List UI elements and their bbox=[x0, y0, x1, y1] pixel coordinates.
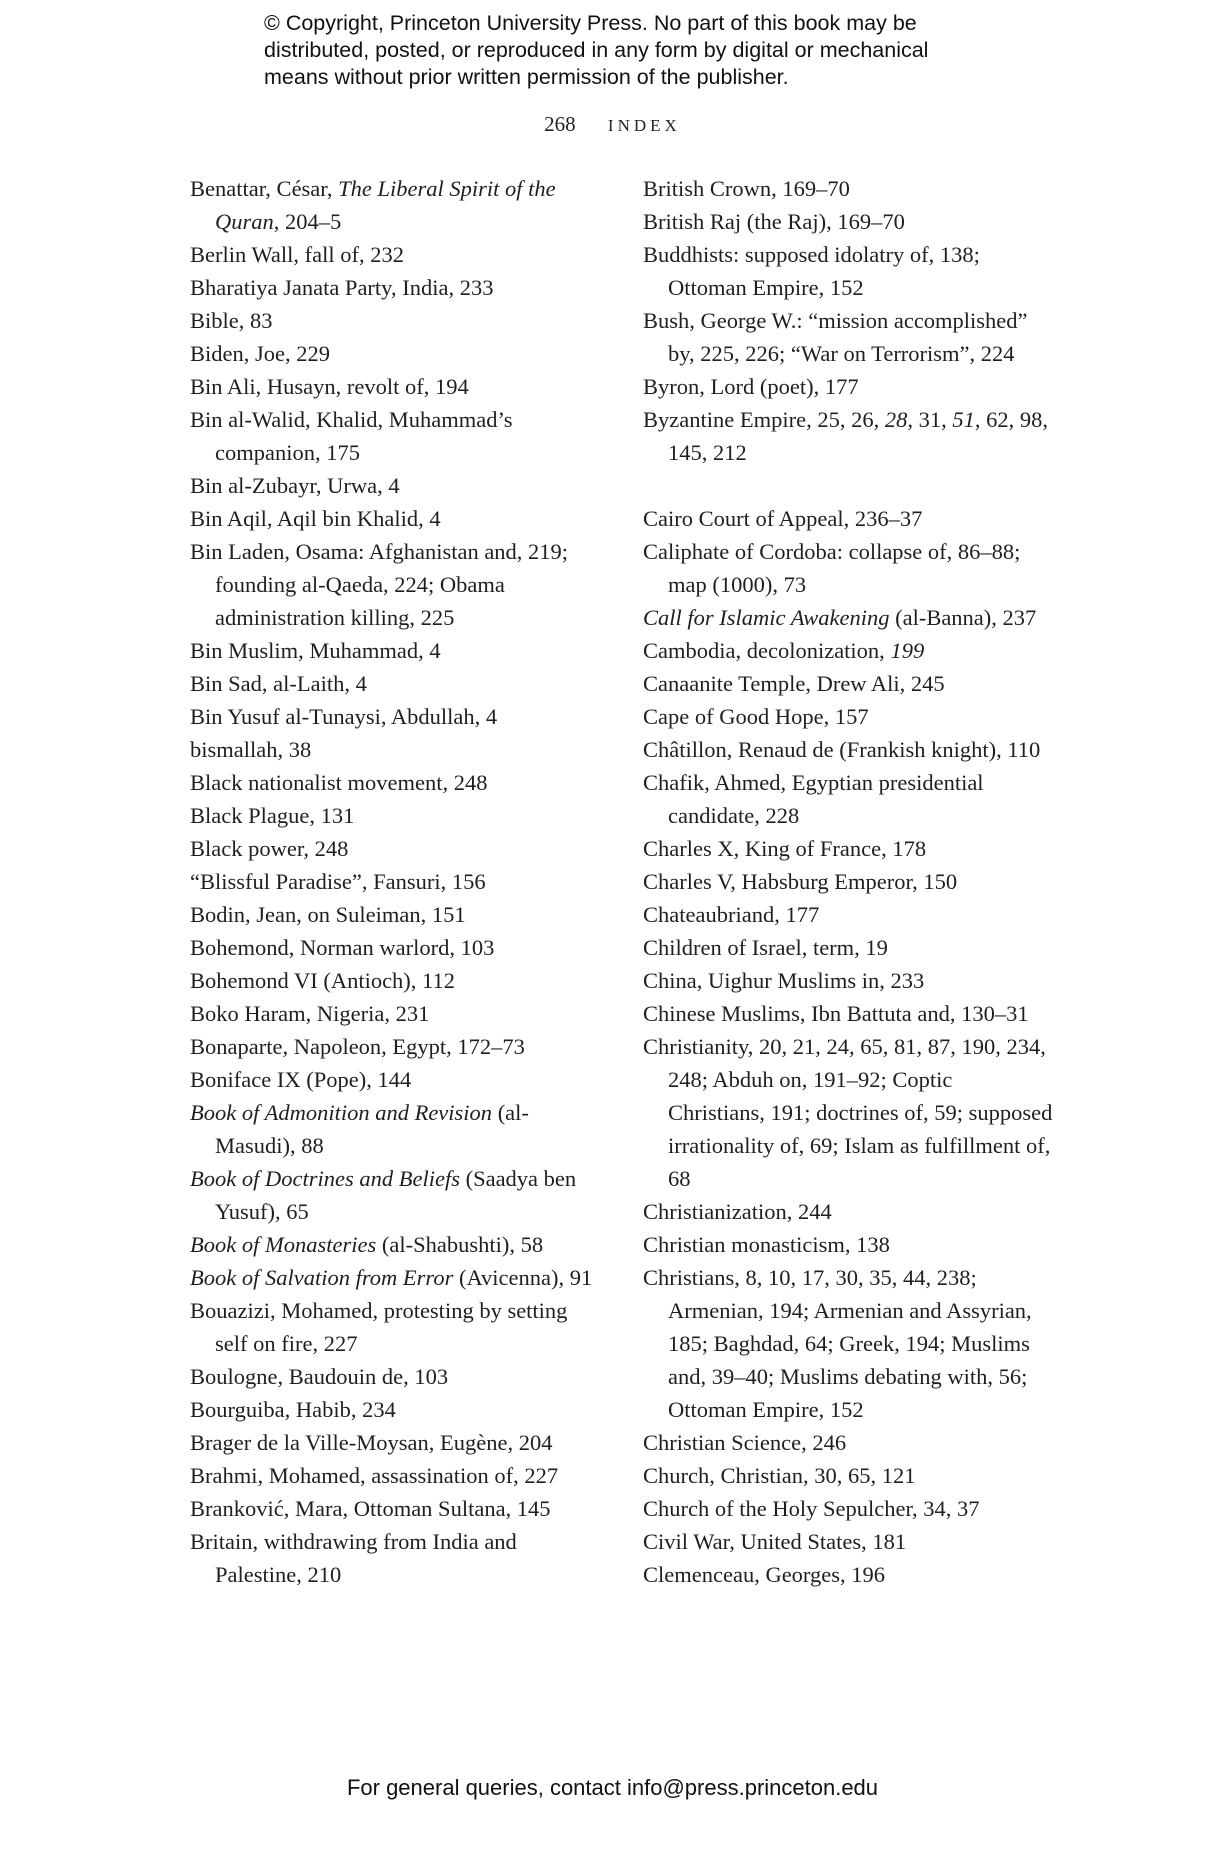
index-entry-text: Bonaparte, Napoleon, Egypt, 172–73 bbox=[190, 1034, 525, 1059]
index-entry-text: Boniface IX (Pope), 144 bbox=[190, 1067, 412, 1092]
index-entry-text: Black nationalist movement, 248 bbox=[190, 770, 488, 795]
index-entry-text: (al-Masudi), 88 bbox=[215, 1100, 529, 1158]
index-entry-text: Berlin Wall, fall of, 232 bbox=[190, 242, 404, 267]
index-entry-text: Bin Muslim, Muhammad, 4 bbox=[190, 638, 441, 663]
index-entry bbox=[190, 1261, 600, 1294]
index-entry bbox=[190, 931, 600, 964]
index-entry bbox=[190, 535, 600, 634]
index-entry bbox=[643, 964, 1053, 997]
index-entry-text: Black Plague, 131 bbox=[190, 803, 355, 828]
index-entry bbox=[643, 898, 1053, 931]
index-entry bbox=[190, 799, 600, 832]
index-entry bbox=[643, 238, 1053, 304]
index-entry bbox=[643, 865, 1053, 898]
index-entry bbox=[643, 1195, 1053, 1228]
index-entry bbox=[643, 1030, 1053, 1195]
index-entry-text: Civil War, United States, 181 bbox=[643, 1529, 907, 1554]
index-entry-text: Benattar, César, bbox=[190, 176, 339, 201]
index-entry-text: Bodin, Jean, on Suleiman, 151 bbox=[190, 902, 466, 927]
index-entry bbox=[643, 205, 1053, 238]
index-entry-text: Black power, 248 bbox=[190, 836, 349, 861]
index-entry-text: Clemenceau, Georges, 196 bbox=[643, 1562, 886, 1587]
index-entry-text: Bin al-Walid, Khalid, Muhammad’s companion, 175 bbox=[190, 407, 513, 465]
copyright-line: distributed, posted, or reproduced in any form by digital or mechanical bbox=[264, 38, 929, 62]
index-entry bbox=[190, 1030, 600, 1063]
index-entry bbox=[190, 865, 600, 898]
index-entry-text: Bohemond VI (Antioch), 112 bbox=[190, 968, 455, 993]
index-entry-text: British Crown, 169–70 bbox=[643, 176, 850, 201]
index-entry-text: Bourguiba, Habib, 234 bbox=[190, 1397, 396, 1422]
index-entry bbox=[190, 1228, 600, 1261]
index-entry-text: , 31, bbox=[907, 407, 953, 432]
index-entry bbox=[190, 997, 600, 1030]
index-entry bbox=[643, 667, 1053, 700]
index-entry-text: Bin Laden, Osama: Afghanistan and, 219; founding al-Qaeda, 224; Obama administration killing, 225 bbox=[190, 539, 569, 630]
index-entry bbox=[190, 898, 600, 931]
index-entry bbox=[643, 601, 1053, 634]
index-entry-text: (al-Shabushti), 58 bbox=[376, 1232, 544, 1257]
index-entry-text: Caliphate of Cordoba: collapse of, 86–88; map (1000), 73 bbox=[643, 539, 1021, 597]
index-entry bbox=[190, 304, 600, 337]
index-entry bbox=[643, 733, 1053, 766]
index-entry-title: 51 bbox=[952, 407, 975, 432]
index-entry bbox=[190, 1525, 600, 1591]
index-entry bbox=[643, 634, 1053, 667]
index-entry-text: Bin Aqil, Aqil bin Khalid, 4 bbox=[190, 506, 441, 531]
index-entry bbox=[190, 1063, 600, 1096]
index-entry-text: Boko Haram, Nigeria, 231 bbox=[190, 1001, 430, 1026]
index-entry bbox=[643, 535, 1053, 601]
index-entry-text: Christian monasticism, 138 bbox=[643, 1232, 890, 1257]
index-entry-text: Christianization, 244 bbox=[643, 1199, 832, 1224]
index-entry bbox=[190, 1393, 600, 1426]
index-entry bbox=[643, 931, 1053, 964]
index-entry bbox=[190, 1096, 600, 1162]
index-entry bbox=[190, 1294, 600, 1360]
index-entry-title: Book of Monasteries bbox=[190, 1232, 377, 1257]
index-entry-text: Boulogne, Baudouin de, 103 bbox=[190, 1364, 449, 1389]
index-entry-text: Canaanite Temple, Drew Ali, 245 bbox=[643, 671, 945, 696]
index-entry bbox=[643, 766, 1053, 832]
index-entry-text: Châtillon, Renaud de (Frankish knight), 110 bbox=[643, 737, 1041, 762]
index-entry-text: Cambodia, decolonization, bbox=[643, 638, 891, 663]
index-entry-text: Cape of Good Hope, 157 bbox=[643, 704, 869, 729]
index-entry bbox=[643, 502, 1053, 535]
index-entry-text: China, Uighur Muslims in, 233 bbox=[643, 968, 925, 993]
index-entry bbox=[643, 700, 1053, 733]
index-entry bbox=[190, 634, 600, 667]
index-entry-title: The Liberal Spirit of the Quran bbox=[215, 176, 556, 234]
index-entry-text: bismallah, 38 bbox=[190, 737, 312, 762]
index-entry bbox=[190, 733, 600, 766]
index-entry bbox=[643, 172, 1053, 205]
index-entry bbox=[643, 1228, 1053, 1261]
index-entry-text: Chinese Muslims, Ibn Battuta and, 130–31 bbox=[643, 1001, 1029, 1026]
index-entry-text: (al-Banna), 237 bbox=[889, 605, 1037, 630]
index-entry bbox=[190, 667, 600, 700]
index-entry bbox=[643, 1492, 1053, 1525]
index-entry-text: Byzantine Empire, 25, 26, bbox=[643, 407, 885, 432]
index-entry-title: 199 bbox=[890, 638, 925, 663]
index-entry bbox=[643, 1525, 1053, 1558]
index-entry-text: Bin Yusuf al-Tunaysi, Abdullah, 4 bbox=[190, 704, 498, 729]
index-entry-text: Bin Sad, al-Laith, 4 bbox=[190, 671, 367, 696]
index-entry-text: Buddhists: supposed idolatry of, 138; Ottoman Empire, 152 bbox=[643, 242, 980, 300]
index-entry-text: Biden, Joe, 229 bbox=[190, 341, 330, 366]
index-entry bbox=[190, 832, 600, 865]
index-entry-text: Charles V, Habsburg Emperor, 150 bbox=[643, 869, 958, 894]
index-entry-text: Bin al-Zubayr, Urwa, 4 bbox=[190, 473, 400, 498]
index-entry bbox=[643, 1558, 1053, 1591]
copyright-line: © Copyright, Princeton University Press. No part of this book may be bbox=[264, 11, 917, 35]
copyright-notice bbox=[264, 10, 1024, 91]
index-entry bbox=[190, 403, 600, 469]
index-entry-text: Bible, 83 bbox=[190, 308, 273, 333]
index-entry-text: (Saadya ben Yusuf), 65 bbox=[215, 1166, 577, 1224]
index-entry-text: Bharatiya Janata Party, India, 233 bbox=[190, 275, 494, 300]
index-entry-text: Branković, Mara, Ottoman Sultana, 145 bbox=[190, 1496, 551, 1521]
index-entry bbox=[190, 1492, 600, 1525]
index-entry-text: Brager de la Ville-Moysan, Eugène, 204 bbox=[190, 1430, 553, 1455]
index-entry bbox=[190, 238, 600, 271]
index-entry-text: Bouazizi, Mohamed, protesting by setting self on fire, 227 bbox=[190, 1298, 568, 1356]
index-entry bbox=[190, 469, 600, 502]
page-title: INDEX bbox=[607, 116, 681, 135]
index-entry bbox=[643, 832, 1053, 865]
index-entry-text: Cairo Court of Appeal, 236–37 bbox=[643, 506, 923, 531]
index-entry bbox=[190, 271, 600, 304]
index-entry-text: Christians, 8, 10, 17, 30, 35, 44, 238; Armenian, 194; Armenian and Assyrian, 185; Baghdad, 64; Greek, 194; Muslims and, 39–40; Muslims debating with, 56; Ottoman Empire, 152 bbox=[643, 1265, 1032, 1422]
index-entry-text: , 62, 98, 145, 212 bbox=[668, 407, 1048, 465]
index-column-left bbox=[190, 172, 600, 1591]
index-entry-text: Church of the Holy Sepulcher, 34, 37 bbox=[643, 1496, 980, 1521]
index-entry bbox=[190, 1360, 600, 1393]
footer-contact: For general queries, contact info@press.princeton.edu bbox=[346, 1775, 879, 1800]
index-entry bbox=[190, 1162, 600, 1228]
index-entry-text: Church, Christian, 30, 65, 121 bbox=[643, 1463, 916, 1488]
running-head bbox=[0, 112, 1225, 137]
index-entry-title: Call for Islamic Awakening bbox=[643, 605, 890, 630]
index-entry bbox=[643, 1261, 1053, 1426]
copyright-line: means without prior written permission of the publisher. bbox=[264, 65, 789, 89]
index-entry bbox=[190, 1426, 600, 1459]
index-entry bbox=[643, 1459, 1053, 1492]
index-entry bbox=[190, 172, 600, 238]
index-entry-text: Christian Science, 246 bbox=[643, 1430, 847, 1455]
index-entry-text: Chafik, Ahmed, Egyptian presidential candidate, 228 bbox=[643, 770, 984, 828]
index-entry-text: “Blissful Paradise”, Fansuri, 156 bbox=[190, 869, 486, 894]
index-entry bbox=[643, 304, 1053, 370]
index-entry-text: Britain, withdrawing from India and Palestine, 210 bbox=[190, 1529, 517, 1587]
index-entry-text: Chateaubriand, 177 bbox=[643, 902, 820, 927]
index-entry-text: Christianity, 20, 21, 24, 65, 81, 87, 190, 234, 248; Abduh on, 191–92; Coptic Christians, 191; doctrines of, 59; supposed irrationality of, 69; Islam as fulfillment of, 68 bbox=[643, 1034, 1053, 1191]
index-entry bbox=[190, 370, 600, 403]
index-entry-text: Byron, Lord (poet), 177 bbox=[643, 374, 859, 399]
index-entry bbox=[643, 997, 1053, 1030]
index-entry-title: 28 bbox=[884, 407, 908, 432]
letter-group-gap bbox=[643, 469, 1053, 502]
index-entry bbox=[190, 700, 600, 733]
index-entry bbox=[190, 337, 600, 370]
index-entry-title: Book of Admonition and Revision bbox=[190, 1100, 493, 1125]
index-entry-text: (Avicenna), 91 bbox=[453, 1265, 593, 1290]
index-entry-text: Charles X, King of France, 178 bbox=[643, 836, 927, 861]
index-entry-title: Book of Salvation from Error bbox=[190, 1265, 454, 1290]
index-entry-text: Brahmi, Mohamed, assassination of, 227 bbox=[190, 1463, 559, 1488]
index-entry bbox=[643, 1426, 1053, 1459]
index-entry bbox=[190, 766, 600, 799]
index-entry bbox=[643, 370, 1053, 403]
index-column-right bbox=[643, 172, 1053, 1591]
index-entry-text: Bush, George W.: “mission accomplished” by, 225, 226; “War on Terrorism”, 224 bbox=[643, 308, 1028, 366]
index-entry-title: Book of Doctrines and Beliefs bbox=[190, 1166, 460, 1191]
index-entry bbox=[190, 964, 600, 997]
index-entry-text: Children of Israel, term, 19 bbox=[643, 935, 888, 960]
index-entry-text: Bohemond, Norman warlord, 103 bbox=[190, 935, 495, 960]
index-entry-text: Bin Ali, Husayn, revolt of, 194 bbox=[190, 374, 469, 399]
index-entry-text: , 204–5 bbox=[273, 209, 342, 234]
index-entry bbox=[190, 1459, 600, 1492]
index-entry bbox=[643, 403, 1053, 469]
index-entry-text: British Raj (the Raj), 169–70 bbox=[643, 209, 905, 234]
index-entry bbox=[190, 502, 600, 535]
page-number: 268 bbox=[544, 112, 576, 136]
